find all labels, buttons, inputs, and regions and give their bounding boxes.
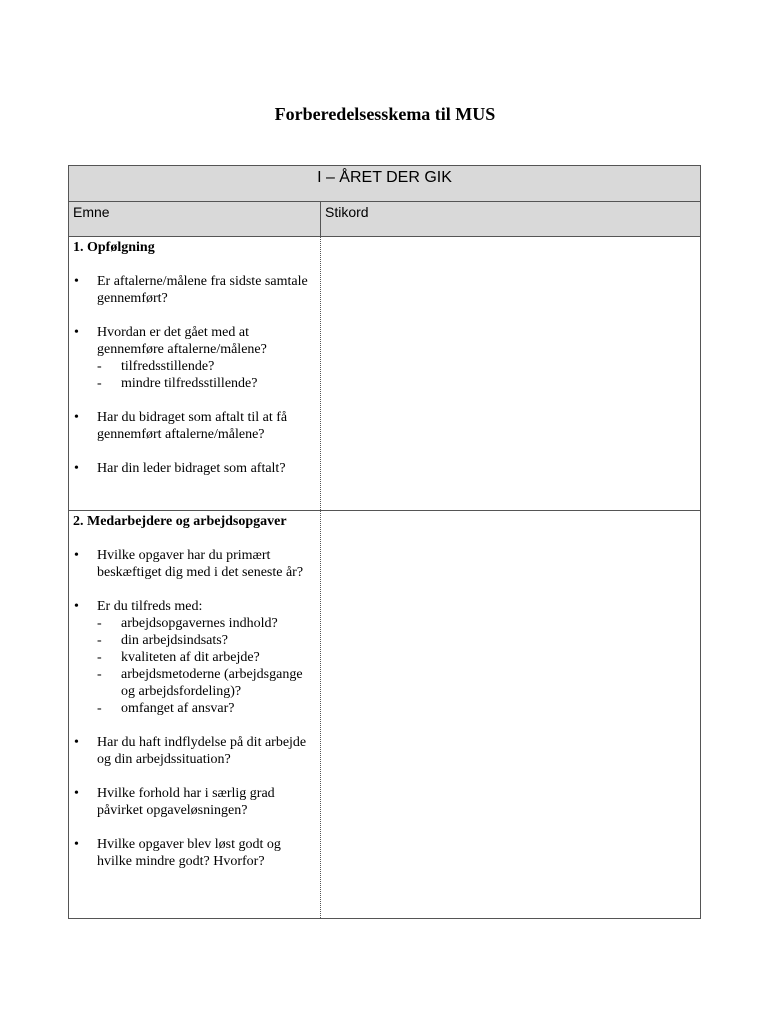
block-heading: 2. Medarbejdere og arbejdsopgaver <box>73 514 287 529</box>
page-title: Forberedelsesskema til MUS <box>274 104 496 124</box>
stikord-cell[interactable] <box>321 237 700 510</box>
question-item <box>73 324 316 392</box>
emne-cell <box>69 237 321 510</box>
bullet-icon: • <box>74 599 79 614</box>
sub-item <box>97 615 316 632</box>
question-text: Hvilke opgaver blev løst godt og hvilke mindre godt? Hvorfor? <box>97 837 281 869</box>
sub-item-text: mindre tilfredsstillende? <box>121 376 258 391</box>
question-list <box>73 273 316 477</box>
stikord-cell[interactable] <box>321 511 700 918</box>
question-item <box>73 785 316 819</box>
sub-item-text: din arbejdsindsats? <box>121 633 228 648</box>
bullet-icon: • <box>74 461 79 476</box>
question-item <box>73 273 316 307</box>
question-text: Hvilke opgaver har du primært beskæftiget dig med i det seneste år? <box>97 548 304 580</box>
question-item <box>73 836 316 870</box>
sub-item <box>97 375 316 392</box>
dash-icon: - <box>97 376 102 391</box>
dash-icon: - <box>97 633 102 648</box>
mus-table <box>68 165 701 919</box>
question-text: Har din leder bidraget som aftalt? <box>97 461 286 476</box>
dash-icon: - <box>97 650 102 665</box>
bullet-icon: • <box>74 410 79 425</box>
question-text: Har du bidraget som aftalt til at få gennemført aftalerne/målene? <box>97 410 288 442</box>
block-heading: 1. Opfølgning <box>73 240 155 255</box>
dash-icon: - <box>97 359 102 374</box>
sub-item <box>97 666 316 700</box>
question-text: Er du tilfreds med: <box>97 599 203 614</box>
bullet-icon: • <box>74 786 79 801</box>
emne-cell <box>69 511 321 918</box>
column-header-stikord: Stikord <box>325 204 369 220</box>
sub-list <box>97 615 316 717</box>
sub-item <box>97 358 316 375</box>
question-list <box>73 547 316 870</box>
bullet-icon: • <box>74 325 79 340</box>
table-row <box>69 511 700 918</box>
table-row <box>69 237 700 511</box>
dash-icon: - <box>97 667 102 682</box>
bullet-icon: • <box>74 274 79 289</box>
sub-item-text: omfanget af ansvar? <box>121 701 235 716</box>
sub-item <box>97 632 316 649</box>
question-item <box>73 734 316 768</box>
column-header-row <box>69 202 700 237</box>
column-header-emne: Emne <box>69 202 321 236</box>
question-text: Hvordan er det gået med at gennemføre aftalerne/målene? <box>97 325 267 357</box>
dash-icon: - <box>97 616 102 631</box>
dash-icon: - <box>97 701 102 716</box>
question-text: Hvilke forhold har i særlig grad påvirket opgaveløsningen? <box>97 786 275 818</box>
question-item <box>73 409 316 443</box>
sub-item <box>97 700 316 717</box>
bullet-icon: • <box>74 837 79 852</box>
question-item <box>73 460 316 477</box>
question-text: Har du haft indflydelse på dit arbejde og din arbejdssituation? <box>97 735 307 767</box>
sub-item <box>97 649 316 666</box>
sub-item-text: kvaliteten af dit arbejde? <box>121 650 260 665</box>
question-item <box>73 547 316 581</box>
question-item <box>73 598 316 717</box>
section-header: I – ÅRET DER GIK <box>69 166 700 202</box>
sub-item-text: tilfredsstillende? <box>121 359 215 374</box>
sub-item-text: arbejdsmetoderne (arbejdsgange og arbejdsfordeling)? <box>121 667 303 699</box>
bullet-icon: • <box>74 735 79 750</box>
sub-item-text: arbejdsopgavernes indhold? <box>121 616 278 631</box>
sub-list <box>97 358 316 392</box>
bullet-icon: • <box>74 548 79 563</box>
question-text: Er aftalerne/målene fra sidste samtale gennemført? <box>97 274 308 306</box>
